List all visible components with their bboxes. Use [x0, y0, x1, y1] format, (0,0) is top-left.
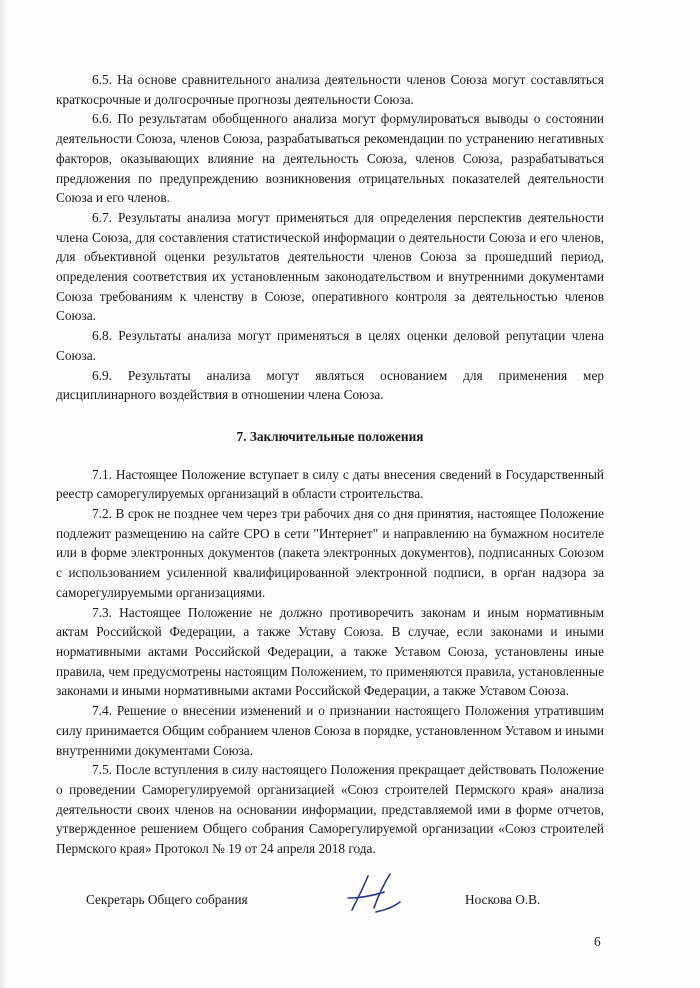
signature-block — [0, 868, 700, 928]
paragraph-6-7: 6.7. Результаты анализа могут применяться для определения перспектив деятельности члена Союза, для составления статистической информации о деятельности Союза и его членов, для объективной оценки результатов деятельности членов Союза за прошедший период, определения соответствия их установленным законодательством и внутренними документами Союза требованиям к членству в Союзе, оперативного контроля за деятельностью членов Союза. — [56, 209, 604, 324]
paragraph-7-3: 7.3. Настоящее Положение не должно противоречить законам и иным нормативным актам Российской Федерации, а также Уставу Союза. В случае, если законами и иными нормативными актами Российской Федерации, а также Уставом Союза, установлены иные правила, чем предусмотрены настоящим Положением, то применяются правила, установленные законами и иными нормативными актами Российской Федерации, а также Уставом Союза. — [56, 604, 604, 699]
paragraph-6-8: 6.8. Результаты анализа могут применяться в целях оценки деловой репутации члена Союза. — [56, 328, 604, 363]
paragraph-7-2: 7.2. В срок не позднее чем через три рабочих дня со дня принятия, настоящее Положение подлежит размещению на сайте СРО в сети "Интернет" и направлению на бумажном носителе или в форме электронных документов (пакета электронных документов), подписанных Союзом с использованием усиленной квалифицированной электронной подписи, в орган надзора за саморегулируемыми организациями. — [56, 506, 604, 600]
paragraph-6-6: 6.6. По результатам обобщенного анализа могут формулироваться выводы о состоянии деятельности Союза, членов Союза, разрабатываться рекомендации по устранению негативных факторов, оказывающих влияние на деятельность Союза, членов Союза, разрабатываться предложения по предупреждению возникновения отрицательных показателей деятельности Союза и его членов. — [56, 111, 604, 206]
paragraph-7-5: 7.5. После вступления в силу настоящего Положения прекращает действовать Положение о проведении Саморегулируемой организацией «Союз строителей Пермского края» анализа деятельности своих членов на основании информации, представляемой ими в форме отчетов, утвержденное решением Общего собрания Саморегулируемой организации «Союз строителей Пермского края» Протокол № 19 от 24 апреля 2018 года. — [56, 762, 604, 857]
page-number: 6 — [594, 934, 601, 949]
signatory-name: Носкова О.В. — [465, 892, 541, 907]
document-body — [56, 70, 604, 859]
scan-edge-shadow — [0, 0, 8, 988]
paragraph-6-9: 6.9. Результаты анализа могут являться основанием для применения мер дисциплинарного воздействия в отношении члена Союза. — [56, 367, 604, 403]
handwritten-signature — [338, 868, 408, 918]
paragraph-6-5: 6.5. На основе сравнительного анализа деятельности членов Союза могут составляться краткосрочные и долгосрочные прогнозы деятельности Союза. — [56, 72, 604, 107]
signatory-role: Секретарь Общего собрания — [86, 892, 248, 907]
section-heading: 7. Заключительные положения — [236, 428, 424, 444]
paragraph-7-4: 7.4. Решение о внесении изменений и о признании настоящего Положения утратившим силу принимается Общим собранием членов Союза в порядке, установленном Уставом и иными внутренними документами Союза. — [56, 703, 604, 758]
paragraph-7-1: 7.1. Настоящее Положение вступает в силу с даты внесения сведений в Государственный реестр саморегулируемых организаций в области строительства. — [56, 466, 604, 502]
